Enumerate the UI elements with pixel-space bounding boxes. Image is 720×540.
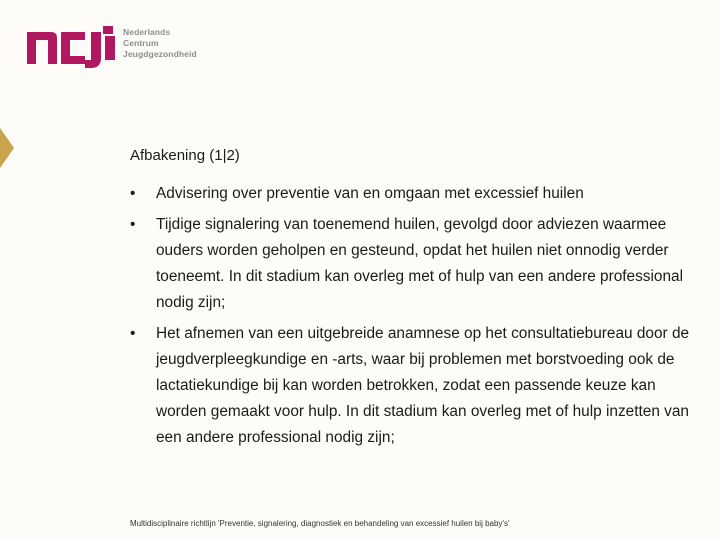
bullet-text: Tijdige signalering van toenemend huilen, gevolgd door adviezen waarmee ouders worden geholpen en gesteund, opdat het huilen niet onnodig verder toeneemt. In dit stadium kan overleg met of hulp van een andere professional nodig zijn; <box>156 216 684 311</box>
ncj-logo-mark <box>27 26 119 68</box>
logo-line-1: Nederlands <box>123 27 171 37</box>
bullet-text: Advisering over preventie van en omgaan met excessief huilen <box>156 185 584 202</box>
bullet-item <box>130 212 700 316</box>
slide-title: Afbakening (1|2) <box>130 147 240 164</box>
logo-line-3: Jeugdgezondheid <box>123 49 197 59</box>
bullet-marker: • <box>130 325 136 342</box>
slide-footer: Multidisciplinaire richtlijn 'Preventie, signalering, diagnostiek en behandeling van excessief huilen bij baby's' <box>130 519 510 528</box>
bullet-text: Het afnemen van een uitgebreide anamnese op het consultatiebureau door de jeugdverpleegkundige en -arts, waar bij problemen met borstvoeding ook de lactatiekundige bij kan worden betrokken, zodat een passende keuze kan worden gemaakt voor hulp. In dit stadium kan overleg met of hulp inzetten van een andere professional nodig zijn; <box>156 325 690 446</box>
bullet-item <box>130 181 700 207</box>
bullet-marker: • <box>130 185 136 202</box>
logo-wordmark <box>123 27 197 60</box>
bullet-list <box>130 181 700 456</box>
ncj-logo <box>27 26 207 70</box>
bullet-marker: • <box>130 216 136 233</box>
bullet-item <box>130 321 700 451</box>
accent-arrow-icon <box>0 128 16 168</box>
logo-line-2: Centrum <box>123 38 159 48</box>
